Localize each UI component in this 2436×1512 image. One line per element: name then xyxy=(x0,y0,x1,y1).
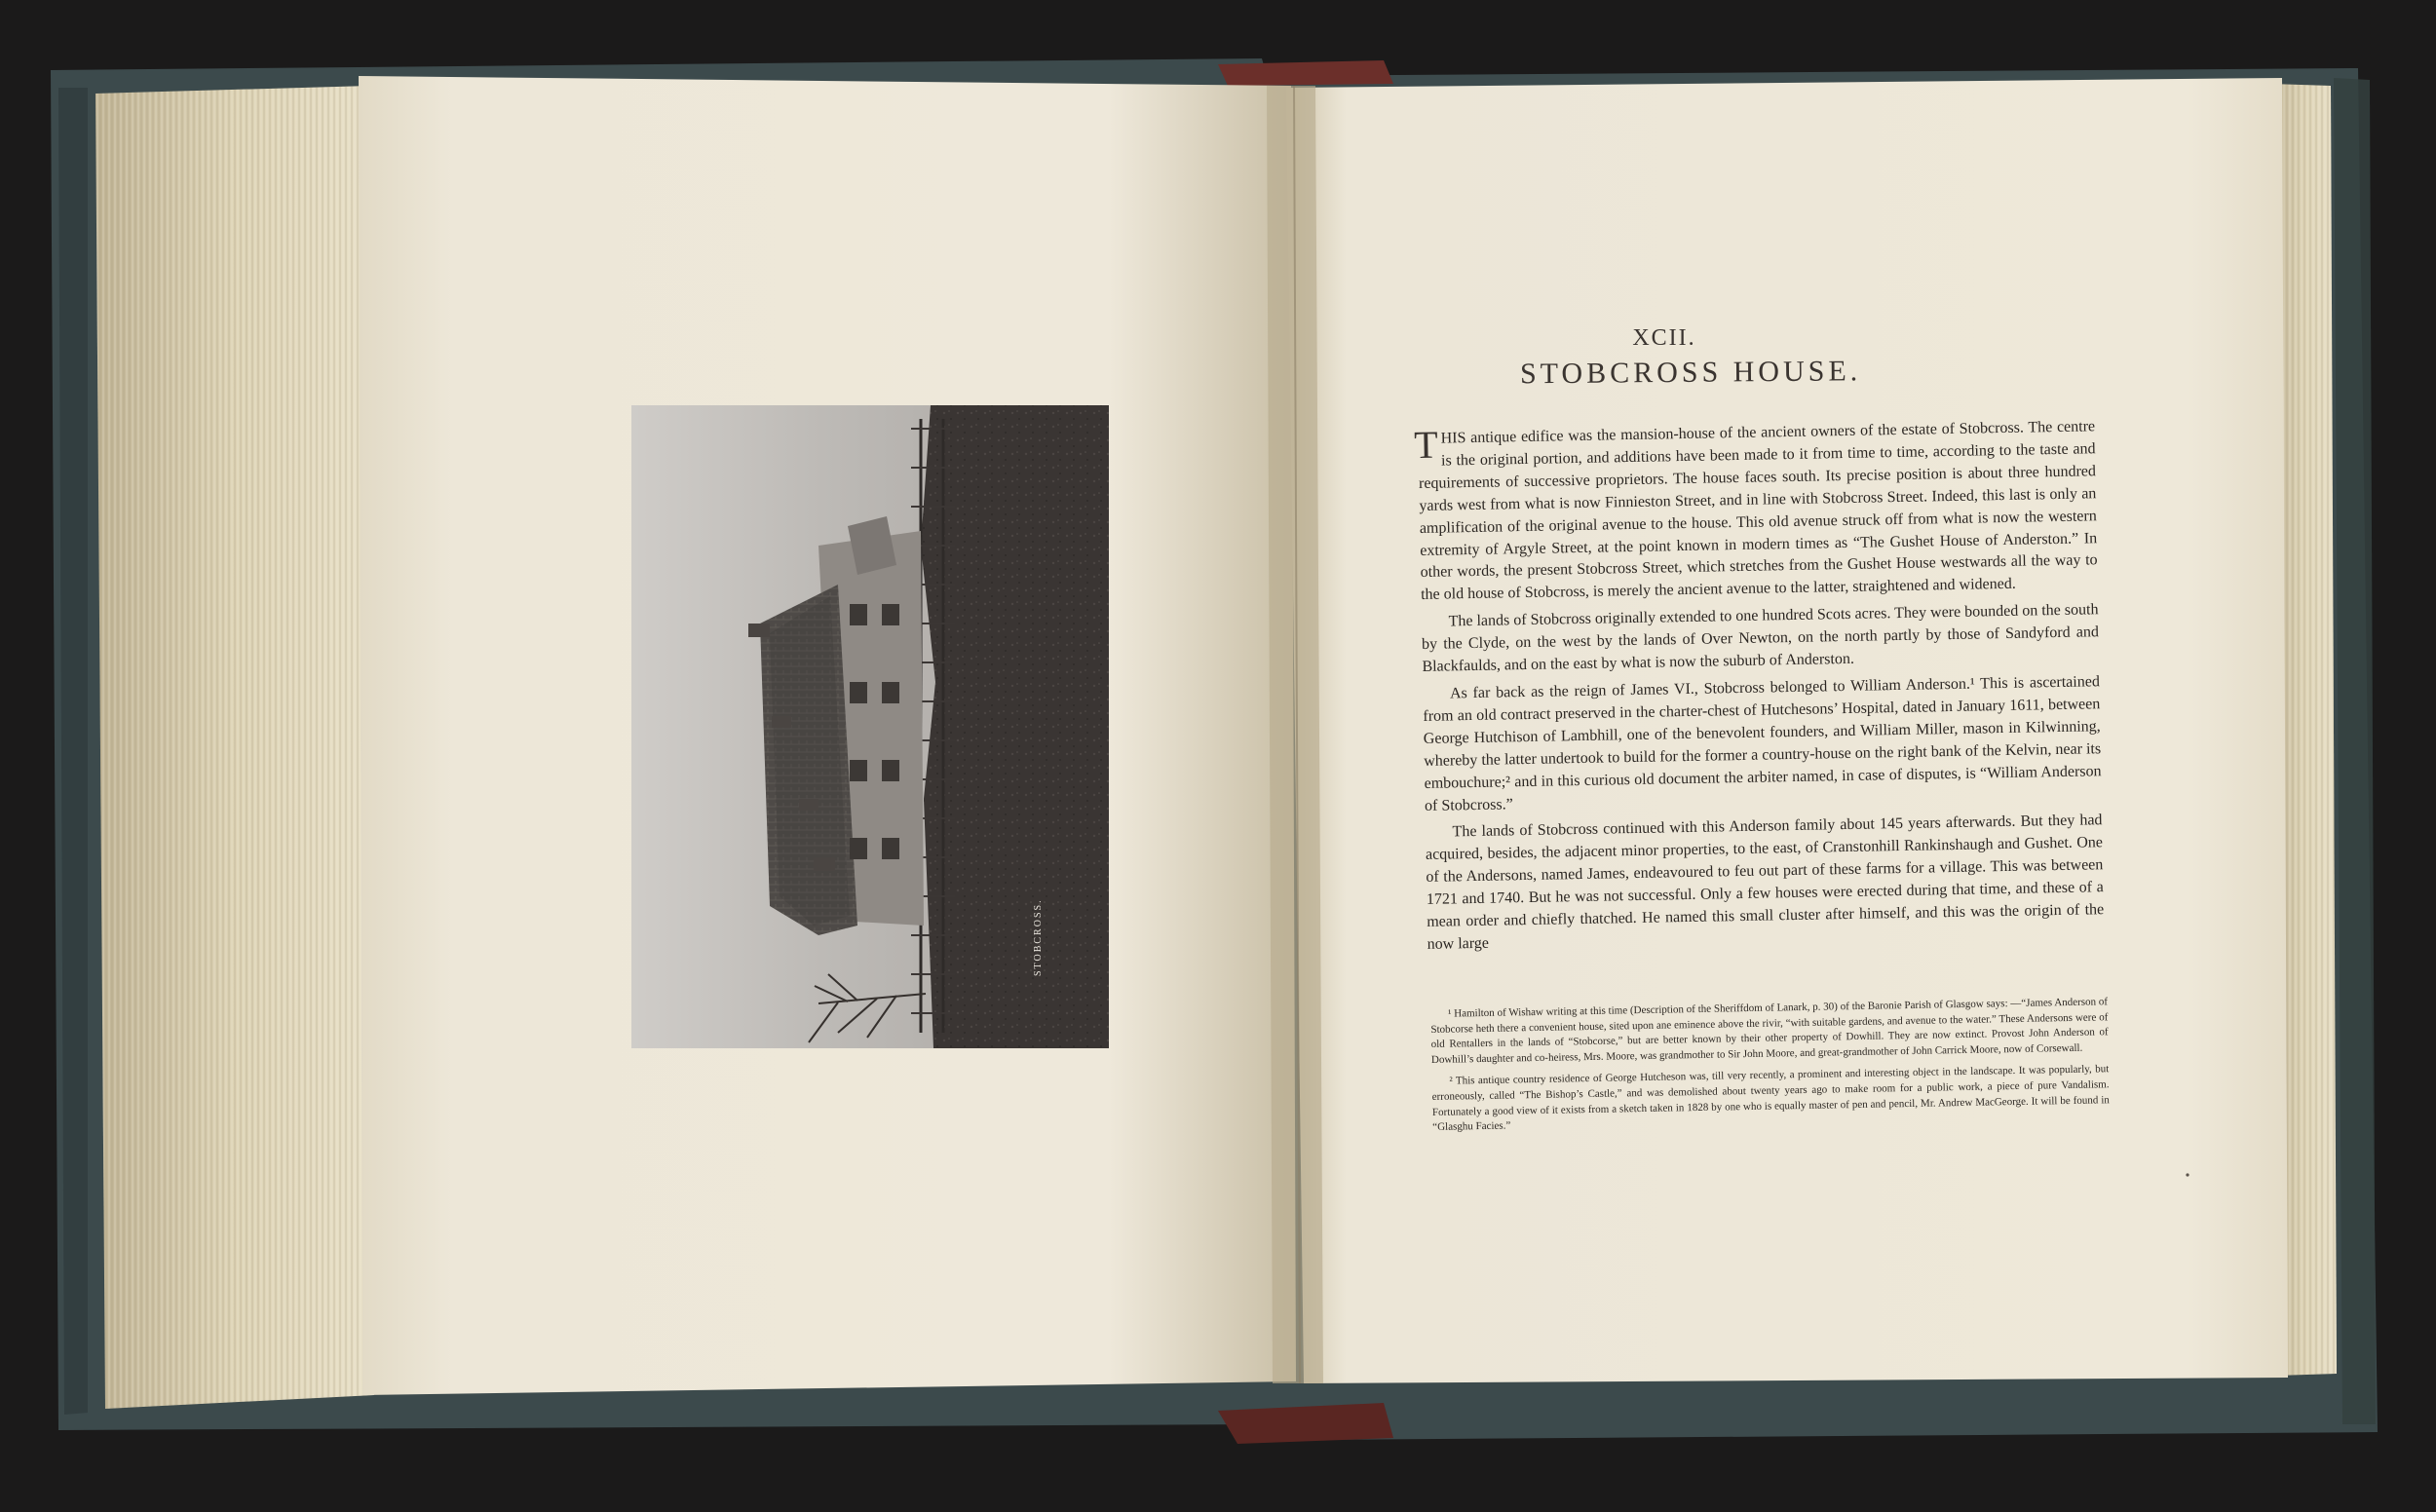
drop-cap: T xyxy=(1413,422,1439,468)
spine-leather xyxy=(1218,60,1393,86)
chapter-title: STOBCROSS HOUSE. xyxy=(1519,355,1862,391)
footnotes xyxy=(1430,995,2110,1142)
paragraph: The lands of Stobcross continued with this Anderson family about 145 years afterwards. But they had acquired, besides, the adjacent minor properties, to the east, of Cranstonhill Rankinshaugh and Gushet. One of the Andersons, named James, endeavoured to feu out part of these farms for a village. This was between 1721 and 1740. But he was not successful. Only a few houses were erected during that time, and these of a mean order and chiefly thatched. He named this small cluster after himself, and this was the origin of the now large xyxy=(1425,812,2105,953)
chapter-number: XCII. xyxy=(1632,325,1696,351)
footnote: ¹ Hamilton of Wishaw writing at this time (Description of the Sheriffdom of Lanark, p. 30) of the Baronie Parish of Glasgow says: —“James Anderson of Stobcorse heth there a convenient house, sited upon ane eminence above the rivir, “with suitable gardens, and avenue to the water.” These Andersons were of old Rentallers in the lands of “Stobcorse,” but are better known by their other property of Dowhill. They are now extinct. Provost John Anderson of Dowhill’s daughter and co-heiress, Mrs. Moore, was grandmother to Sir John Moore, and great-grandmother of John Carrick Moore, now of Corsewall. xyxy=(1430,996,2109,1066)
footnote: ² This antique country residence of George Hutcheson was, till very recently, a prominent and interesting object in the landscape. It was popularly, but erroneously, called “The Bishop’s Castle,” and was demolished about twenty years ago to make room for a public work, a piece of pure Vandalism. Fortunately a good view of it exists from a sketch taken in 1828 by one who is equally master of pen and pencil, Mr. Andrew MacGeorge. It will be found in “Glasghu Facies.” xyxy=(1431,1063,2110,1134)
paragraph xyxy=(1413,416,2098,607)
paragraph-text: HIS antique edifice was the mansion-house of the ancient owners of the estate of Stobcross. The centre is the original portion, and additions have been made to it from time to time, according to the taste and requirements of successive proprietors. The house faces south. Its precise position is about three hundred yards west from what is now Finnieston Street, and in line with Stobcross Street. Indeed, this last is only an amplification of the original avenue to the house. This old avenue struck off from what is now the western extremity of Argyle Street, at the point known in modern times as “The Gushet House of Anderston.” In other words, the present Stobcross Street, which stretches from the Gushet House westwards all the way to the old house of Stobcross, is merely the ancient avenue to the latter, straightened and widened. xyxy=(1418,418,2098,604)
paragraph: The lands of Stobcross originally extended to one hundred Scots acres. They were bounded on the south by the Clyde, on the west by the lands of Over Newton, on the north partly by those of Sandyford and Blackfaulds, and on the east by what is now the suburb of Anderston. xyxy=(1421,601,2100,676)
chapter-body xyxy=(1413,416,2105,961)
paragraph: As far back as the reign of James VI., Stobcross belonged to William Anderson.¹ This is ascertained from an old contract preserved in the charter-chest of Hutchesons’ Hospital, dated in January 1611, between George Hutchison of Lambhill, one of the benevolent founders, and William Miller, mason in Kilwinning, whereby the latter undertook to build for the former a country-house on the right bank of the Kelvin, near its embouchure;² and in this curious old document the arbiter named, in case of disputes, is “William Anderson of Stobcross.” xyxy=(1423,673,2102,814)
plate-caption: STOBCROSS. xyxy=(1033,898,1044,976)
